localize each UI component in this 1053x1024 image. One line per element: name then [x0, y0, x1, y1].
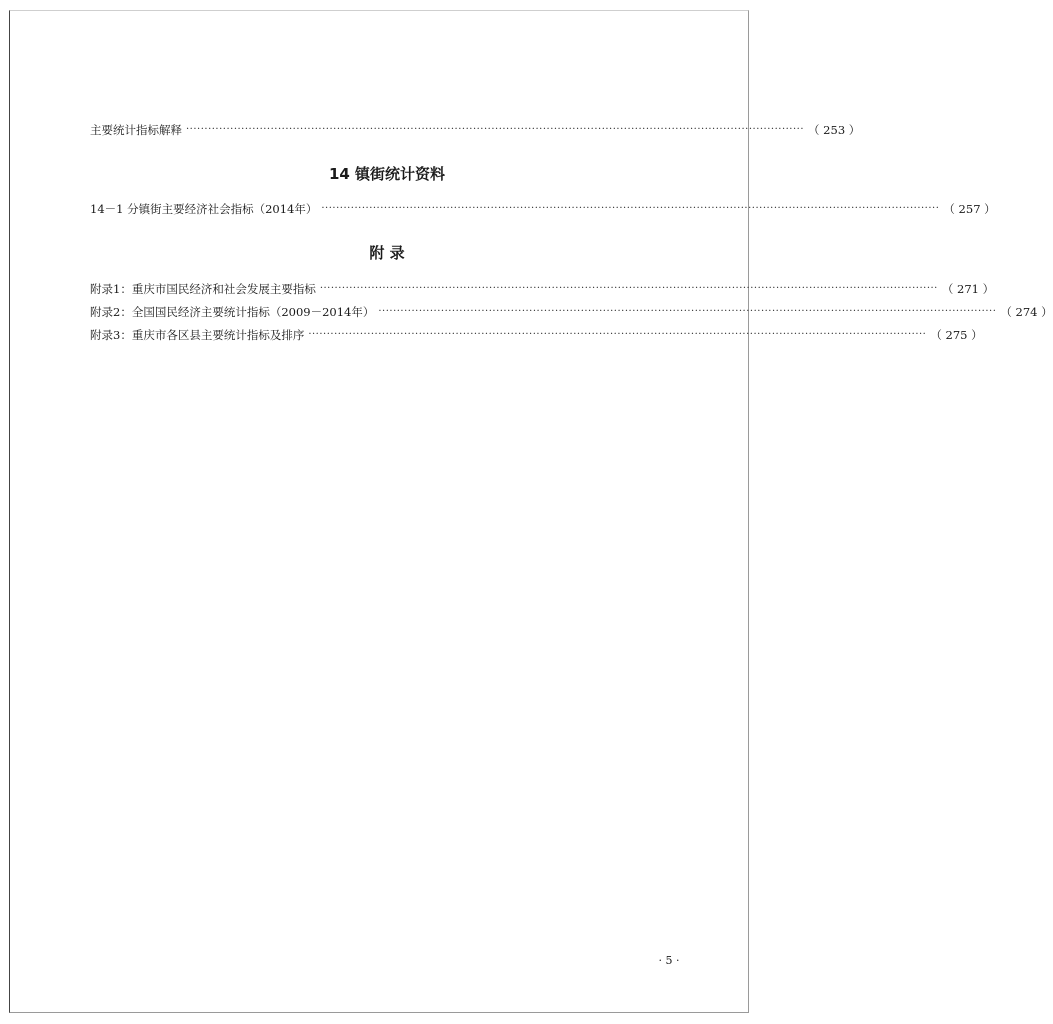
toc-entry-page: （ 257 ） — [943, 202, 996, 216]
section-heading-appendix: 附 录 — [369, 244, 405, 262]
toc-entry-title: 附录2：全国国民经济主要统计指标（2009－2014年） — [90, 305, 375, 319]
toc-entry-page: （ 253 ） — [808, 123, 861, 137]
toc-leader-dots: ········································································································································································ — [319, 283, 938, 294]
toc-entry-title: 主要统计指标解释 — [90, 123, 182, 137]
section-heading-14: 14 镇街统计资料 — [328, 165, 446, 183]
toc-entry-appendix-1[interactable] — [90, 281, 995, 297]
toc-entry-appendix-2[interactable] — [90, 304, 1053, 320]
toc-entry-title: 附录3：重庆市各区县主要统计指标及排序 — [90, 328, 305, 342]
toc-leader-dots: ········································································································································································ — [321, 203, 940, 214]
toc-leader-dots: ········································································································································································ — [308, 329, 927, 340]
page-frame — [9, 10, 749, 1013]
toc-entry-14-1[interactable] — [90, 201, 996, 217]
page-number: · 5 · — [658, 954, 680, 967]
toc-leader-dots: ········································································································································································ — [186, 124, 805, 135]
toc-entry-page: （ 275 ） — [930, 328, 983, 342]
toc-entry-title: 14－1 分镇街主要经济社会指标（2014年） — [90, 202, 318, 216]
toc-entry-appendix-3[interactable] — [90, 327, 983, 343]
toc-entry-page: （ 274 ） — [1000, 305, 1053, 319]
toc-entry-title: 附录1：重庆市国民经济和社会发展主要指标 — [90, 282, 316, 296]
toc-entry-page: （ 271 ） — [941, 282, 995, 296]
toc-entry-indicator-explanation[interactable] — [90, 122, 861, 138]
toc-leader-dots: ········································································································································································ — [378, 306, 997, 317]
